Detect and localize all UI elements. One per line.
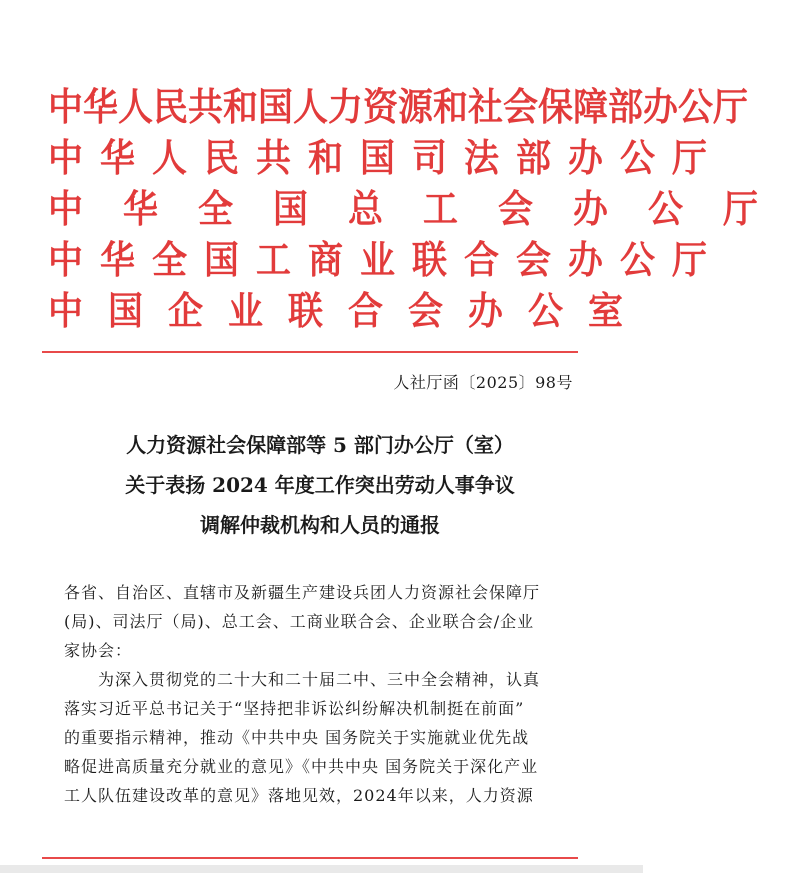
- addressee-line: 各省、自治区、直辖市及新疆生产建设兵团人力资源社会保障厅: [64, 583, 541, 602]
- footer-divider: [42, 857, 578, 859]
- body-line: 工人队伍建设改革的意见》落地见效，2024年以来，人力资源: [64, 786, 534, 805]
- title-line: 人力资源社会保障部等 5 部门办公厅（室）: [126, 433, 514, 457]
- body-line: 为深入贯彻党的二十大和二十届二中、三中全会精神，认真: [98, 670, 541, 689]
- organization-name: 中国企业联合会办公室: [48, 289, 649, 334]
- organization-line-3: [48, 184, 798, 235]
- body-line: 落实习近平总书记关于“坚持把非诉讼纠纷解决机制挺在前面”: [64, 699, 525, 718]
- organization-name: 中华全国总工会办公厅: [48, 187, 798, 232]
- document-title: [60, 425, 580, 545]
- organization-line-1: [48, 82, 749, 133]
- document-body: [64, 578, 572, 810]
- organization-name: 中华人民共和国人力资源和社会保障部办公厅: [48, 85, 749, 130]
- organization-line-5: [48, 286, 649, 337]
- header-divider: [42, 351, 578, 353]
- organization-name: 中华人民共和国司法部办公厅: [48, 136, 725, 181]
- title-line: 调解仲裁机构和人员的通报: [200, 513, 440, 537]
- organization-line-4: [48, 235, 725, 286]
- issuing-organizations: [48, 82, 798, 337]
- title-line: 关于表扬 2024 年度工作突出劳动人事争议: [125, 473, 515, 497]
- organization-name: 中华全国工商业联合会办公厅: [48, 238, 725, 283]
- body-line: 略促进高质量充分就业的意见》《中共中央 国务院关于深化产业: [64, 757, 539, 776]
- document-number: 人社厅函〔2025〕98号: [393, 373, 573, 392]
- organization-line-2: [48, 133, 725, 184]
- page-edge: [0, 865, 643, 873]
- addressee-line: (局)、司法厅（局)、总工会、工商业联合会、企业联合会/企业: [64, 612, 535, 631]
- body-line: 的重要指示精神，推动《中共中央 国务院关于实施就业优先战: [64, 728, 530, 747]
- addressee-line: 家协会：: [64, 641, 133, 660]
